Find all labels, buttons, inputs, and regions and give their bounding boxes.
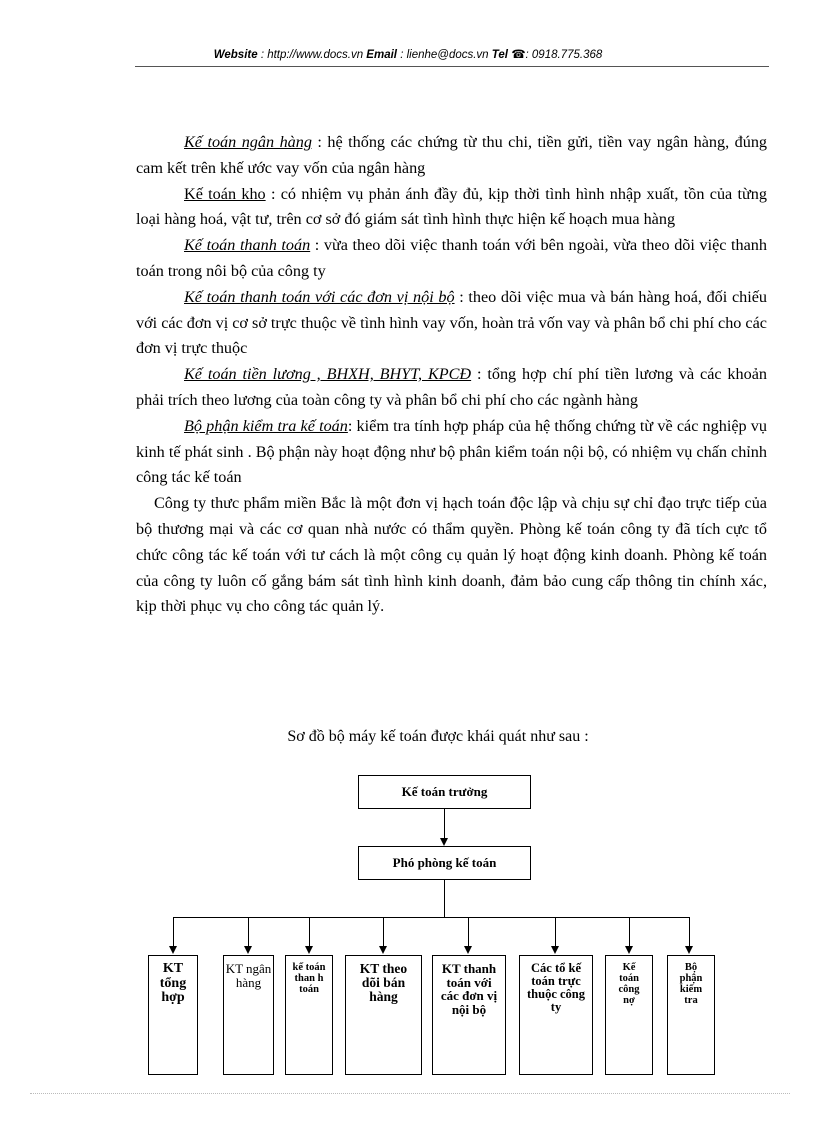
paragraph-ke-toan-kho: Kế toán kho : có nhiệm vụ phản ánh đầy đủ, kịp thời tình hình nhập xuất, tồn của từng loại hàng hoá, vật tư, trên cơ sở đó giám sát tình hình thực hiện kế hoạch mua hàng [136, 184, 767, 229]
child-box-kt-tong-hop: KT tổng hợp [148, 955, 198, 1075]
paragraph-ke-toan-noi-bo: Kế toán thanh toán với các đơn vị nội bộ : theo dõi việc mua và bán hàng hoá, đối chiếu với các đơn vị cơ sở trực thuộc về tình hình vay vốn, hoàn trả vốn vay và phân bổ chi phí cho các đơn vị trực thuộc [136, 287, 767, 358]
footer-divider [30, 1093, 790, 1094]
child-box-ke-toan-cong-no: Kế toán công nợ [605, 955, 653, 1075]
arrow-top-middle [440, 838, 448, 846]
child-box-kt-ngan-hang: KT ngân hàng [223, 955, 274, 1075]
phone-icon: ☎ [511, 49, 526, 61]
website-label: Website [213, 49, 258, 61]
email-label: Email [366, 49, 397, 61]
child-box-kt-theo-doi-ban-hang: KT theo dõi bán hàng [345, 955, 422, 1075]
paragraph-ke-toan-tien-luong: Kế toán tiền lương , BHXH, BHYT, KPCĐ : tổng hợp chí phí tiền lương và các khoản phải trích theo lương của toàn công ty và phân bổ chi phí cho các ngành hàng [136, 365, 767, 409]
paragraph-ke-toan-thanh-toan: Kế toán thanh toán : vừa theo dõi việc thanh toán với bên ngoài, vừa theo dõi việc thanh toán trong nôi bộ của công ty [136, 236, 767, 280]
drop-arrow-7 [625, 946, 633, 954]
drop-arrow-2 [244, 946, 252, 954]
connector-top-middle [444, 809, 445, 841]
header-divider [135, 66, 769, 67]
connector-middle-bus [444, 880, 445, 918]
paragraph-bo-phan-kiem-tra: Bộ phận kiểm tra kế toán: kiểm tra tính hợp pháp của hệ thống chứng từ về các nghiệp vụ kinh tế phát sinh . Bộ phận này hoạt động như bộ phân kiểm toán nội bộ, có nhiệm vụ chấn chỉnh công tác kế toán [136, 416, 767, 487]
child-box-kt-thanh-toan-noi-bo: KT thanh toán với các đơn vị nội bộ [432, 955, 506, 1075]
top-box: Kế toán trưởng [358, 775, 531, 809]
summary-paragraph: Công ty thưc phẩm miền Bắc là một đơn vị hạch toán độc lập và chịu sự chỉ đạo trực tiếp của bộ thương mại và các cơ quan nhà nước có thẩm quyền. Phòng kế toán công ty đã tích cực tổ chức công tác kế toán với tư cách là một công cụ quản lý hoạt động kinh doanh. Phòng kế toán của công ty luôn cố gắng bám sát tình hình kinh doanh, đảm bảo cung cấp thông tin chính xác, kịp thời phục vụ cho công tác quản lý. [136, 494, 767, 616]
child-box-ke-toan-thanh-toan: kế toán than h toán [285, 955, 333, 1075]
email-value[interactable]: : lienhe@docs.vn [400, 49, 489, 61]
tel-value: : 0918.775.368 [525, 49, 603, 61]
page-header [0, 47, 816, 61]
drop-arrow-1 [169, 946, 177, 954]
website-value[interactable]: : http://www.docs.vn [260, 49, 364, 61]
horizontal-bus [173, 917, 689, 918]
drop-arrow-3 [305, 946, 313, 954]
drop-arrow-5 [464, 946, 472, 954]
drop-arrow-8 [685, 946, 693, 954]
document-body [136, 130, 767, 620]
child-box-cac-to-ke-toan: Các tổ kế toán trực thuộc công ty [519, 955, 593, 1075]
diagram-caption: Sơ đồ bộ máy kế toán được khái quát như sau : [287, 728, 589, 745]
drop-arrow-6 [551, 946, 559, 954]
child-box-bo-phan-kiem-tra: Bộ phận kiểm tra [667, 955, 715, 1075]
tel-label: Tel [491, 49, 508, 61]
drop-arrow-4 [379, 946, 387, 954]
middle-box: Phó phòng kế toán [358, 846, 531, 880]
paragraph-ke-toan-ngan-hang: Kế toán ngân hàng : hệ thống các chứng từ thu chi, tiền gửi, tiền vay ngân hàng, đúng cam kết trên khế ước vay vốn của ngân hàng [136, 133, 768, 177]
